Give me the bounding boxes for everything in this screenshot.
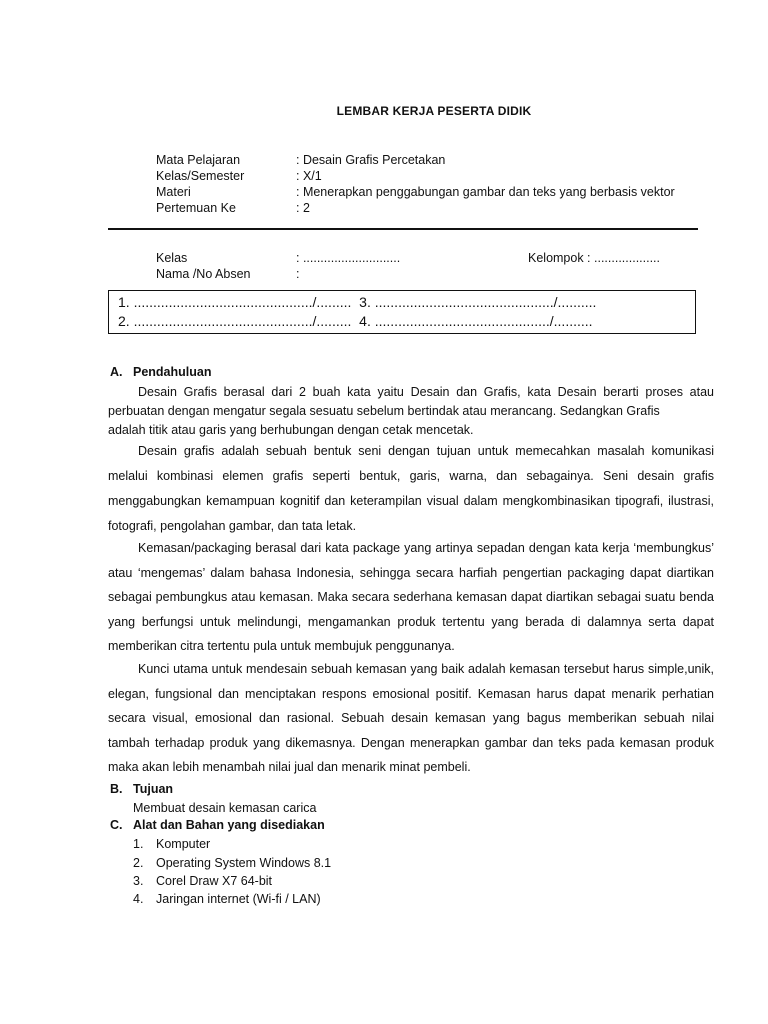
section-c-letter: C. [110, 818, 123, 832]
nama-label: Nama /No Absen [156, 267, 251, 281]
paragraph-4 [108, 657, 714, 780]
paragraph-2 [108, 439, 714, 539]
nama-value: : [296, 267, 300, 281]
section-b-body: Membuat desain kemasan carica [133, 801, 317, 815]
kelompok-value: ................... [594, 251, 661, 265]
section-c-title: Alat dan Bahan yang disediakan [133, 818, 325, 832]
list-item-1-number: 1. [133, 837, 144, 851]
header-divider [108, 228, 698, 230]
kelompok-label: Kelompok : [528, 251, 591, 265]
page-title: LEMBAR KERJA PESERTA DIDIK [336, 104, 532, 118]
info-label-kelas-semester: Kelas/Semester [156, 169, 245, 183]
section-a-letter: A. [110, 365, 123, 379]
section-b-letter: B. [110, 782, 123, 796]
paragraph-1-text: Desain Grafis berasal dari 2 buah kata yaitu Desain dan Grafis, kata Desain berarti proses atau perbuatan dengan mengatur segala sesuatu sebelum bertindak atau merancang. Sedangkan Grafis [108, 385, 714, 418]
info-label-materi: Materi [156, 185, 191, 199]
member-line-1: 1. ............................................../......... 3. ............................................../.......... [118, 294, 597, 310]
list-item-1-text: Komputer [156, 837, 211, 851]
list-item-2-text: Operating System Windows 8.1 [156, 856, 332, 870]
info-value-pertemuan: : 2 [296, 201, 310, 215]
section-a-title: Pendahuluan [133, 365, 212, 379]
section-b-title: Tujuan [133, 782, 174, 796]
kelas-label: Kelas [156, 251, 188, 265]
info-value-materi: : Menerapkan penggabungan gambar dan teks yang berbasis vektor [296, 185, 675, 199]
list-item-4-number: 4. [133, 892, 144, 906]
paragraph-4-text: Kunci utama untuk mendesain sebuah kemasan yang baik adalah kemasan tersebut harus simple,unik, elegan, fungsional dan menciptakan respons emosional positif. Kemasan harus dapat menarik perhatian secara visual, emosional dan rasional. Sebuah desain kemasan yang bagus memberikan sebuah nilai tambah terhadap produk yang dikemasnya. Dengan menerapkan gambar dan teks pada kemasan produk maka akan lebih menambah nilai jual dan menarik minat pembeli. [108, 662, 714, 774]
list-item-3-number: 3. [133, 874, 144, 888]
kelas-value: : ............................ [296, 251, 401, 265]
paragraph-3-text: Kemasan/packaging berasal dari kata package yang artinya sepadan dengan kata kerja ‘membungkus’ atau ‘mengemas’ dalam bahasa Indonesia, sehingga secara harfiah pengertian packaging dapat diartikan sebagai pembungkus atau kemasan. Maka secara sederhana kemasan dapat diartikan sebagai suatu benda yang berfungsi untuk melindungi, mengamankan produk tertentu yang berada di dalamnya serta dapat memberikan citra tertentu pula untuk membujuk penggunanya. [108, 541, 714, 653]
info-label-pertemuan: Pertemuan Ke [156, 201, 236, 215]
info-value-mata-pelajaran: : Desain Grafis Percetakan [296, 153, 446, 167]
kelompok-field [528, 251, 660, 265]
member-line-2: 2. ............................................../......... 4. ............................................./.......... [118, 313, 593, 329]
list-item-3-text: Corel Draw X7 64-bit [156, 874, 273, 888]
paragraph-3 [108, 536, 714, 659]
paragraph-2-text: Desain grafis adalah sebuah bentuk seni dengan tujuan untuk memecahkan masalah komunikasi melalui kombinasi elemen grafis seperti bentuk, garis, warna, dan sebagainya. Seni desain grafis menggabungkan kemampuan kognitif dan keterampilan visual dalam mengkombinasikan tipografi, ilustrasi, fotografi, pengolahan gambar, dan tata letak. [108, 444, 714, 533]
list-item-2-number: 2. [133, 856, 144, 870]
info-label-mata-pelajaran: Mata Pelajaran [156, 153, 241, 167]
paragraph-1-end [108, 421, 714, 440]
paragraph-1-tail: adalah titik atau garis yang berhubungan dengan cetak mencetak. [108, 423, 474, 437]
list-item-4-text: Jaringan internet (Wi-fi / LAN) [156, 892, 321, 906]
paragraph-1 [108, 383, 714, 421]
info-value-kelas-semester: : X/1 [296, 169, 322, 183]
